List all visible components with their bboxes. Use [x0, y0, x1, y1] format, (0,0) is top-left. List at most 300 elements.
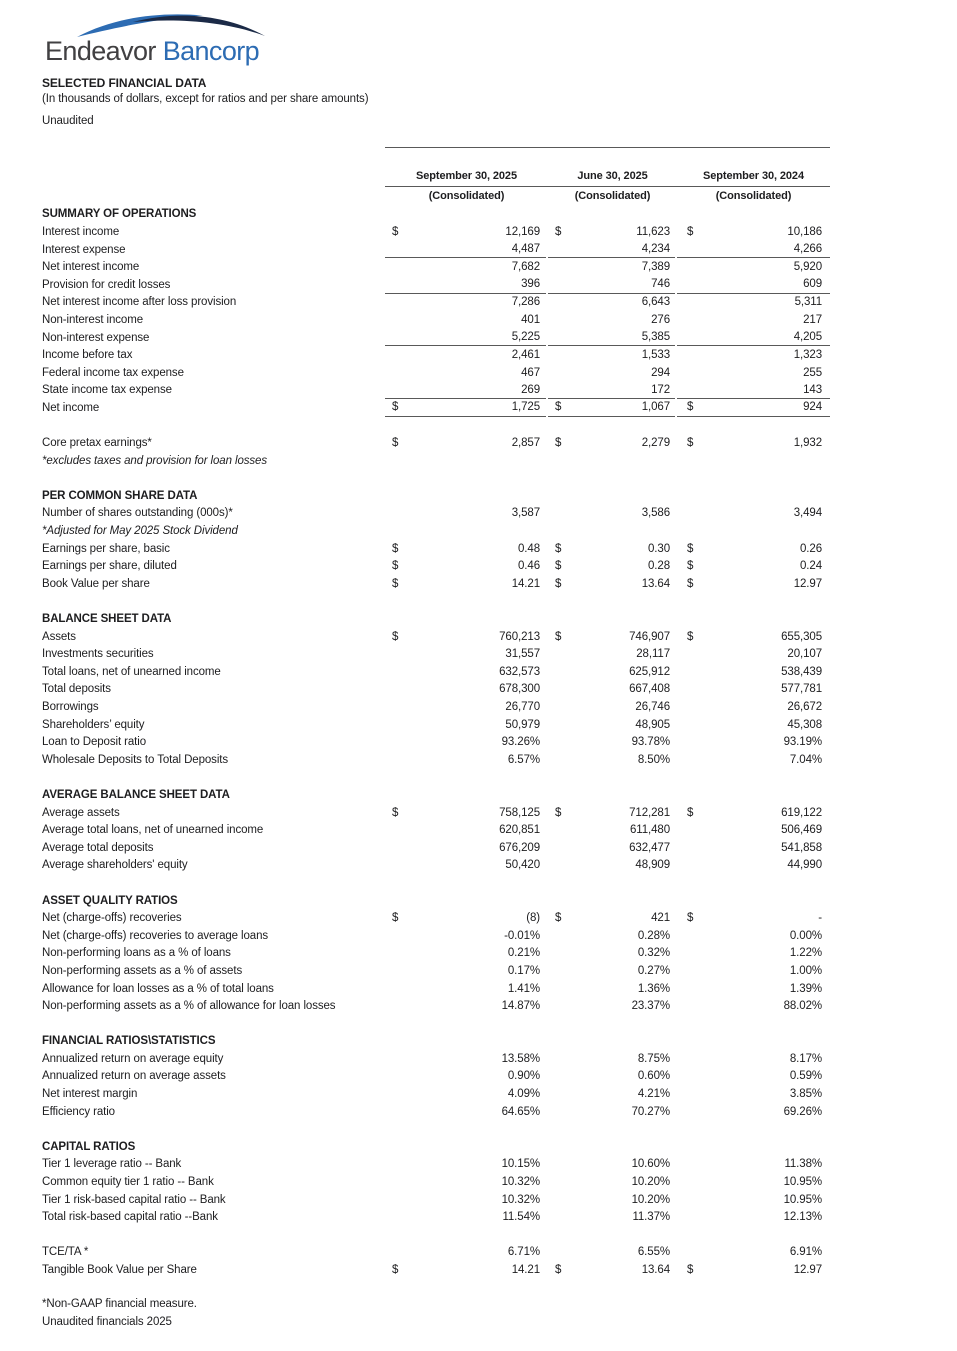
cell-value: 3.85%	[789, 1088, 822, 1101]
value-cell	[385, 399, 546, 417]
cell-value: 10.20%	[631, 1176, 670, 1189]
cell-value: 712,281	[629, 806, 670, 819]
cell-value: 2,461	[511, 349, 540, 362]
value-cell	[385, 927, 546, 945]
value-cell	[677, 1244, 830, 1262]
row-label: Non-performing assets as a % of allowance for loan losses	[42, 1000, 336, 1013]
value-cell	[385, 645, 546, 663]
table-row	[42, 945, 830, 963]
row-label: Average assets	[42, 806, 120, 819]
value-cell	[677, 645, 830, 663]
value-cell	[548, 645, 675, 663]
table-row	[42, 628, 830, 646]
cell-value: 1,932	[793, 437, 822, 450]
cell-value: 625,912	[629, 665, 670, 678]
cell-value: 506,469	[781, 824, 822, 837]
value-cell	[385, 1156, 546, 1174]
section-header-row	[42, 487, 830, 505]
value-cell	[677, 382, 830, 400]
value-cell	[677, 997, 830, 1015]
row-label: Net interest margin	[42, 1088, 138, 1101]
section-header-row	[42, 610, 830, 628]
currency-symbol: $	[392, 542, 399, 555]
section-header-row	[42, 786, 830, 804]
row-label: Federal income tax expense	[42, 366, 184, 379]
cell-value: 667,408	[629, 683, 670, 696]
logo-word-bancorp: Bancorp	[162, 36, 260, 66]
value-cell	[385, 1068, 546, 1086]
cell-value: 93.78%	[631, 736, 670, 749]
table-row	[42, 1103, 830, 1121]
currency-symbol: $	[555, 912, 562, 925]
table-row	[42, 382, 830, 400]
row-spacer	[42, 1226, 830, 1244]
currency-symbol: $	[687, 225, 694, 238]
value-cell	[548, 1068, 675, 1086]
value-cell	[677, 1191, 830, 1209]
table-row	[42, 540, 830, 558]
cell-value: 12.97	[793, 577, 822, 590]
value-cell	[677, 540, 830, 558]
cell-value: 2,857	[511, 437, 540, 450]
cell-value: 0.26	[800, 542, 822, 555]
row-label: Non-interest income	[42, 313, 144, 326]
value-cell	[677, 1050, 830, 1068]
cell-value: 10.32%	[501, 1193, 540, 1206]
cell-value: 6.91%	[789, 1246, 822, 1259]
cell-value: 1,323	[793, 349, 822, 362]
value-cell	[548, 839, 675, 857]
table-row	[42, 698, 830, 716]
table-row	[42, 751, 830, 769]
cell-value: 10.95%	[783, 1176, 822, 1189]
value-cell	[385, 434, 546, 452]
value-cell	[385, 1173, 546, 1191]
company-logo	[45, 10, 275, 64]
table-row	[42, 522, 830, 540]
cell-value: 1.41%	[507, 982, 540, 995]
cell-value: 0.60%	[637, 1070, 670, 1083]
section-header-row	[42, 206, 830, 224]
cell-value: 0.30	[648, 542, 670, 555]
currency-symbol: $	[555, 560, 562, 573]
value-cell	[548, 364, 675, 382]
cell-value: 0.28%	[637, 929, 670, 942]
table-row	[42, 276, 830, 294]
table-row	[42, 1173, 830, 1191]
cell-value: 26,770	[505, 701, 540, 714]
value-cell	[677, 505, 830, 523]
value-cell	[385, 821, 546, 839]
value-cell	[385, 241, 546, 259]
cell-value: 7,682	[511, 261, 540, 274]
row-spacer	[42, 593, 830, 611]
value-cell	[385, 575, 546, 593]
cell-value: 12,169	[505, 225, 540, 238]
currency-symbol: $	[687, 806, 694, 819]
value-cell	[385, 681, 546, 699]
value-cell	[385, 1261, 546, 1279]
row-label: Earnings per share, basic	[42, 542, 170, 555]
value-cell	[677, 258, 830, 276]
cell-value: 10.20%	[631, 1193, 670, 1206]
cell-value: 48,909	[635, 859, 670, 872]
table-row	[42, 997, 830, 1015]
cell-value: 5,920	[793, 261, 822, 274]
currency-symbol: $	[555, 542, 562, 555]
value-cell	[548, 505, 675, 523]
cell-value: 620,851	[499, 824, 540, 837]
cell-value: 11.37%	[632, 1211, 670, 1224]
cell-value: 746	[651, 278, 670, 291]
cell-value: 69.26%	[783, 1105, 822, 1118]
value-cell	[677, 1173, 830, 1191]
value-cell	[548, 1261, 675, 1279]
value-cell	[677, 575, 830, 593]
cell-value: 4.09%	[507, 1088, 540, 1101]
row-spacer	[42, 470, 830, 488]
cell-value: 269	[521, 383, 540, 396]
value-cell	[677, 751, 830, 769]
cell-value: 93.19%	[783, 736, 822, 749]
table-row	[42, 681, 830, 699]
row-note: *excludes taxes and provision for loan losses	[42, 454, 267, 467]
table-row	[42, 909, 830, 927]
table-row	[42, 575, 830, 593]
row-label: Wholesale Deposits to Total Deposits	[42, 753, 229, 766]
value-cell	[677, 311, 830, 329]
table-row	[42, 1244, 830, 1262]
cell-value: 0.32%	[637, 947, 670, 960]
value-cell	[385, 346, 546, 364]
value-cell	[548, 1191, 675, 1209]
value-cell	[548, 821, 675, 839]
value-cell	[385, 1191, 546, 1209]
table-row	[42, 434, 830, 452]
value-cell	[385, 294, 546, 312]
currency-symbol: $	[687, 1264, 694, 1277]
column-header-date: June 30, 2025	[577, 170, 648, 182]
cell-value: 0.90%	[507, 1070, 540, 1083]
table-row	[42, 962, 830, 980]
cell-value: 3,587	[511, 507, 540, 520]
currency-symbol: $	[392, 401, 399, 414]
cell-value: 611,480	[629, 824, 670, 837]
cell-value: 10.15%	[501, 1158, 540, 1171]
table-row	[42, 505, 830, 523]
cell-value: 0.59%	[789, 1070, 822, 1083]
value-cell	[385, 1244, 546, 1262]
cell-value: 276	[651, 313, 670, 326]
cell-value: 396	[521, 278, 540, 291]
value-cell	[677, 663, 830, 681]
row-label: Total risk-based capital ratio --Bank	[42, 1211, 218, 1224]
table-row	[42, 1191, 830, 1209]
cell-value: 13.64	[641, 577, 670, 590]
table-row	[42, 733, 830, 751]
value-cell	[548, 575, 675, 593]
table-row	[42, 821, 830, 839]
value-cell	[385, 909, 546, 927]
row-spacer	[42, 769, 830, 787]
row-label: Tier 1 leverage ratio -- Bank	[42, 1158, 182, 1171]
value-cell	[677, 980, 830, 998]
value-cell	[677, 399, 830, 417]
table-row	[42, 311, 830, 329]
value-cell	[677, 821, 830, 839]
cell-value: 1,533	[641, 349, 670, 362]
row-label: Net (charge-offs) recoveries to average loans	[42, 929, 269, 942]
cell-value: 4,205	[793, 331, 822, 344]
section-title: ASSET QUALITY RATIOS	[42, 894, 178, 907]
footnote-unaudited: Unaudited financials 2025	[42, 1315, 172, 1328]
table-row	[42, 857, 830, 875]
value-cell	[548, 1173, 675, 1191]
value-cell	[548, 733, 675, 751]
value-cell	[385, 1103, 546, 1121]
value-cell	[677, 909, 830, 927]
table-row	[42, 1156, 830, 1174]
table-row	[42, 223, 830, 241]
value-cell	[385, 557, 546, 575]
table-row	[42, 663, 830, 681]
row-label: Interest income	[42, 225, 120, 238]
value-cell	[677, 945, 830, 963]
row-label: Efficiency ratio	[42, 1105, 115, 1118]
value-cell	[385, 663, 546, 681]
cell-value: 0.27%	[637, 964, 670, 977]
row-label: Number of shares outstanding (000s)*	[42, 507, 233, 520]
value-cell	[677, 698, 830, 716]
section-header-row	[42, 1138, 830, 1156]
column-header-sub: (Consolidated)	[428, 189, 505, 202]
cell-value: -	[818, 912, 822, 925]
section-title: FINANCIAL RATIOS\STATISTICS	[42, 1035, 216, 1048]
cell-value: 12.97	[793, 1264, 822, 1277]
value-cell	[548, 1208, 675, 1226]
cell-value: 3,494	[793, 507, 822, 520]
cell-value: 12.13%	[783, 1211, 822, 1224]
table-row	[42, 804, 830, 822]
table-row	[42, 1068, 830, 1086]
row-spacer	[42, 1015, 830, 1033]
currency-symbol: $	[555, 806, 562, 819]
value-cell	[548, 258, 675, 276]
table-header-dates	[385, 147, 830, 187]
cell-value: 678,300	[499, 683, 540, 696]
cell-value: 746,907	[629, 630, 670, 643]
cell-value: 3,586	[641, 507, 670, 520]
cell-value: 45,308	[787, 718, 822, 731]
row-label: Borrowings	[42, 701, 99, 714]
cell-value: 676,209	[499, 841, 540, 854]
cell-value: 50,979	[505, 718, 540, 731]
value-cell	[677, 1103, 830, 1121]
value-cell	[677, 329, 830, 347]
cell-value: 467	[521, 366, 540, 379]
cell-value: 1,725	[511, 401, 540, 414]
cell-value: 609	[803, 278, 822, 291]
value-cell	[548, 311, 675, 329]
cell-value: 14.87%	[501, 1000, 540, 1013]
row-label: Net interest income after loss provision	[42, 296, 237, 309]
cell-value: 26,746	[635, 701, 670, 714]
row-label: Loan to Deposit ratio	[42, 736, 147, 749]
footnote-non-gaap: *Non-GAAP financial measure.	[42, 1298, 197, 1310]
logo-wordmark	[45, 38, 275, 64]
currency-symbol: $	[392, 560, 399, 573]
value-cell	[385, 364, 546, 382]
row-label: State income tax expense	[42, 384, 172, 397]
row-label: Core pretax earnings*	[42, 437, 152, 450]
cell-value: 619,122	[781, 806, 822, 819]
value-cell	[385, 382, 546, 400]
value-cell	[385, 223, 546, 241]
value-cell	[385, 1050, 546, 1068]
currency-symbol: $	[555, 1264, 562, 1277]
value-cell	[548, 1244, 675, 1262]
cell-value: 632,477	[629, 841, 670, 854]
page-subtitle: (In thousands of dollars, except for ratios and per share amounts)	[42, 93, 369, 105]
cell-value: 0.46	[518, 560, 540, 573]
row-label: Non-interest expense	[42, 331, 150, 344]
currency-symbol: $	[392, 806, 399, 819]
value-cell	[385, 698, 546, 716]
value-cell	[677, 557, 830, 575]
cell-value: 143	[803, 383, 822, 396]
value-cell	[548, 294, 675, 312]
cell-value: 1.22%	[789, 947, 822, 960]
currency-symbol: $	[392, 577, 399, 590]
table-body	[42, 206, 830, 1279]
cell-value: (8)	[526, 912, 540, 925]
cell-value: 1.36%	[637, 982, 670, 995]
section-title: BALANCE SHEET DATA	[42, 613, 172, 626]
cell-value: 14.21	[511, 1264, 540, 1277]
cell-value: 20,107	[787, 648, 822, 661]
row-label: Investments securities	[42, 648, 154, 661]
cell-value: 294	[651, 366, 670, 379]
table-row	[42, 1208, 830, 1226]
table-row	[42, 839, 830, 857]
value-cell	[548, 382, 675, 400]
cell-value: 758,125	[499, 806, 540, 819]
value-cell	[548, 276, 675, 294]
cell-value: 23.37%	[631, 1000, 670, 1013]
value-cell	[677, 1085, 830, 1103]
value-cell	[548, 962, 675, 980]
financial-table	[42, 147, 830, 1279]
value-cell	[548, 557, 675, 575]
value-cell	[548, 681, 675, 699]
currency-symbol: $	[687, 577, 694, 590]
currency-symbol: $	[687, 912, 694, 925]
cell-value: 28,117	[636, 648, 670, 661]
value-cell	[548, 628, 675, 646]
value-cell	[385, 804, 546, 822]
value-cell	[548, 716, 675, 734]
cell-value: 924	[803, 401, 822, 414]
value-cell	[677, 927, 830, 945]
cell-value: 1,067	[641, 401, 670, 414]
value-cell	[548, 945, 675, 963]
value-cell	[677, 1156, 830, 1174]
logo-word-endeavor: Endeavor	[45, 36, 156, 66]
value-cell	[385, 962, 546, 980]
cell-value: 4.21%	[637, 1088, 670, 1101]
value-cell	[385, 258, 546, 276]
cell-value: 8.50%	[637, 753, 670, 766]
value-cell	[548, 346, 675, 364]
value-cell	[677, 804, 830, 822]
row-label: Earnings per share, diluted	[42, 560, 177, 573]
cell-value: 6,643	[641, 296, 670, 309]
table-row	[42, 980, 830, 998]
cell-value: 1.39%	[789, 982, 822, 995]
cell-value: 6.57%	[507, 753, 540, 766]
value-cell	[548, 663, 675, 681]
cell-value: 0.24	[800, 560, 822, 573]
value-cell	[385, 1208, 546, 1226]
value-cell	[677, 223, 830, 241]
cell-value: 5,225	[511, 331, 540, 344]
value-cell	[548, 434, 675, 452]
table-row	[42, 258, 830, 276]
cell-value: 1.00%	[789, 964, 822, 977]
cell-value: 70.27%	[631, 1105, 670, 1118]
column-header-sub: (Consolidated)	[574, 189, 651, 202]
cell-value: 0.17%	[507, 964, 540, 977]
table-row	[42, 399, 830, 417]
value-cell	[677, 346, 830, 364]
value-cell	[548, 909, 675, 927]
cell-value: 48,905	[635, 718, 670, 731]
currency-symbol: $	[555, 225, 562, 238]
cell-value: 632,573	[499, 665, 540, 678]
cell-value: 7.04%	[789, 753, 822, 766]
value-cell	[385, 329, 546, 347]
cell-value: 5,385	[641, 331, 670, 344]
currency-symbol: $	[555, 577, 562, 590]
cell-value: 541,858	[781, 841, 822, 854]
footnotes	[42, 1296, 197, 1331]
value-cell	[548, 857, 675, 875]
value-cell	[677, 294, 830, 312]
row-label: Average total loans, net of unearned income	[42, 824, 264, 837]
currency-symbol: $	[555, 401, 562, 414]
table-row	[42, 452, 830, 470]
cell-value: 0.48	[518, 542, 540, 555]
value-cell	[548, 804, 675, 822]
row-label: Interest expense	[42, 243, 126, 256]
value-cell	[385, 839, 546, 857]
cell-value: 11.38%	[784, 1158, 822, 1171]
cell-value: 13.64	[641, 1264, 670, 1277]
value-cell	[385, 311, 546, 329]
value-cell	[548, 540, 675, 558]
cell-value: -0.01%	[504, 929, 540, 942]
cell-value: 255	[803, 366, 822, 379]
cell-value: 4,234	[641, 243, 670, 256]
value-cell	[548, 241, 675, 259]
value-cell	[385, 716, 546, 734]
currency-symbol: $	[392, 1264, 399, 1277]
cell-value: 2,279	[641, 437, 670, 450]
table-row	[42, 645, 830, 663]
row-note: *Adjusted for May 2025 Stock Dividend	[42, 525, 238, 538]
currency-symbol: $	[687, 560, 694, 573]
value-cell	[385, 276, 546, 294]
